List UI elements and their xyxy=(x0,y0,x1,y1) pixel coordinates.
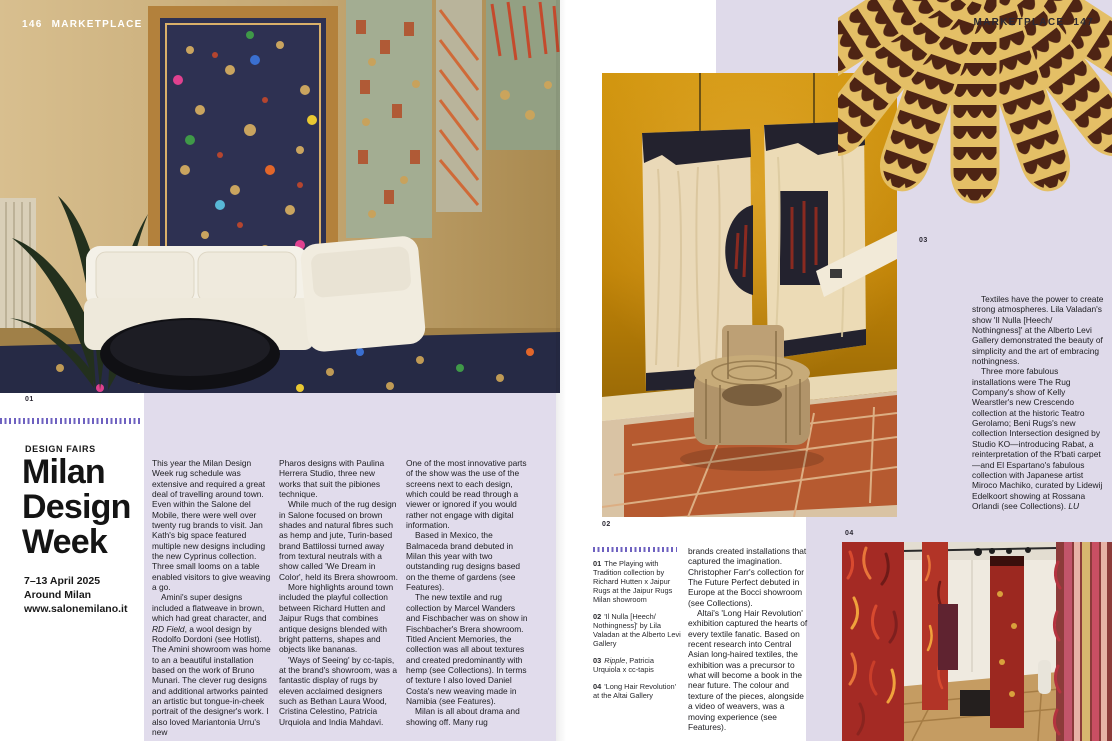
body-paragraph: The new textile and rug collection by Marcel Wanders and Fischbacher was on show in Fischbacher's Brera showroom. Titled Ancient Memories, the collection was all about textures and created predominantly with hemp (see Collections). In terms of texture I also loved Daniel Costa's new weaving made in Namibia (see Features). xyxy=(406,592,528,706)
body-column-2 xyxy=(279,458,398,727)
body-column-5 xyxy=(972,294,1104,511)
title-line: Milan xyxy=(22,453,105,491)
captions-list xyxy=(593,559,681,708)
event-location: Around Milan xyxy=(24,589,92,601)
event-website: www.salonemilano.it xyxy=(24,603,128,615)
section-name: MARKETPLACE xyxy=(973,17,1065,28)
body-paragraph: Pharos designs with Paulina Herrera Studio, three new works that suit the pibiones technique. xyxy=(279,458,385,500)
body-column-4 xyxy=(688,546,810,732)
page-number: 147 xyxy=(1073,17,1094,28)
body-paragraph: 'Ways of Seeing' by cc-tapis, at the brand's showroom, was a fantastic display of rugs by eleven acclaimed designers such as Bethan Laura Wood, Cristina Celestino, Patricia Urquiola and India Mahdavi. xyxy=(279,654,397,727)
body-paragraph: One of the most innovative parts of the show was the use of the screens next to each design, which could be read through a viewer or ignored if you would rather not engage with digital information. xyxy=(406,458,527,531)
body-paragraph: Altai's 'Long Hair Revolution' exhibition captured the hearts of every textile fanatic. Based on recent research into Central Asian long-haired textiles, the exhibition was a precursor to what will become a book in the near future. The colour and texture of the pieces, alongside a video of weavers, was a moving experience (see Features). xyxy=(688,608,808,732)
caption-number: 02 xyxy=(593,612,602,621)
body-column-3 xyxy=(406,458,528,727)
photo-ripple-rug-cutout xyxy=(838,0,1112,248)
photo-milan-showroom xyxy=(0,0,560,393)
dotted-rule xyxy=(0,418,142,424)
caption-number: 01 xyxy=(593,559,602,568)
page-gutter xyxy=(556,0,566,741)
caption-item: 01 The Playing with Tradition collection by Richard Hutten x Jaipur Rugs at the Jaipur Rugs Milan showroom xyxy=(593,559,673,604)
body-paragraph: Based in Mexico, the Balmaceda brand debuted in Milan this year with two outstanding rug designs based on the theme of gardens (see Features). xyxy=(406,530,521,593)
title-line: Design xyxy=(22,488,131,526)
caption-item: 03 Ripple, Patricia Urquiola x cc-tapis xyxy=(593,656,654,674)
event-dates: 7–13 April 2025 xyxy=(24,575,101,587)
photo-03-label: 03 xyxy=(919,237,928,244)
event-meta xyxy=(24,574,127,616)
caption-item: 02 'Il Nulla [Heech/ Nothingness]' by Lila Valadan at the Alberto Levi Gallery xyxy=(593,612,681,648)
body-paragraph: More highlights around town included the playful collection between Richard Hutten and Jaipur Rugs that combines antique designs blended with bright patterns, shapes and objects like bananas. xyxy=(279,582,394,655)
kicker: DESIGN FAIRS xyxy=(25,444,96,454)
body-paragraph: brands created installations that captured the imagination. Christopher Farr's collection for The Future Perfect debuted in Europe at the Bocci showroom (see Collections). xyxy=(688,546,807,608)
body-column-1 xyxy=(152,458,271,737)
body-paragraph: This year the Milan Design Week rug schedule was extensive and required a great deal of travelling around town. Even within the Salone del Mobile, there were well over twenty rug brands to visit. Jan Kath's big space featured multiple new designs including the new Cyprinus collection. Three small looms on a table enabled visitors to give weaving a go. xyxy=(152,458,271,593)
body-paragraph: Textiles have the power to create strong atmospheres. Lila Valadan's show 'Il Nulla [Heech/ Nothingness]' at the Alberto Levi Gallery demonstrated the beauty of simplicity and the art of embracing nothingness. xyxy=(972,294,1104,367)
photo-02-label: 02 xyxy=(602,521,611,528)
dotted-rule xyxy=(593,547,677,552)
section-name: MARKETPLACE xyxy=(51,19,143,30)
folio-left xyxy=(22,19,143,30)
photo-altai-gallery xyxy=(842,542,1112,741)
body-paragraph: Three more fabulous installations were The Rug Company's show of Kelly Wearstler's new Crescendo collection at the historic Teatro Gerolamo; Beni Rugs's new collection Intersection designed by Studio KO—introducing Rabat, a reinterpretation of the R'bati carpet—and El Espartano's fabulous collection with Japanese artist Miroco Machiko, curated by Lidewij Edelkoort showing at Rossana Orlandi (see Collections). LU xyxy=(972,366,1103,511)
caption-number: 03 xyxy=(593,656,602,665)
caption-number: 04 xyxy=(593,682,602,691)
body-paragraph: While much of the rug design in Salone focused on brown shades and natural fibres such as hemp and jute, Turin-based brand Battilossi turned away from textural neutrals with a show called 'We Dream in Color', held its Brera showroom. xyxy=(279,499,398,582)
body-paragraph: Amini's super designs included a flatweave in brown, which had great character, and RD Field, a wool design by Rodolfo Dordoni (see Hotlist). The Amini showroom was home to an a beautiful installation based on the work of Bruno Munari. The clever rug designs and additional artworks painted an artistic but tongue-in-cheek portrait of the designer's work. I also loved Mariantonia Urru's new xyxy=(152,592,271,737)
page-number: 146 xyxy=(22,19,43,30)
title-line: Week xyxy=(22,523,108,561)
body-paragraph: Milan is all about drama and showing off. Many rug xyxy=(406,706,520,727)
caption-item: 04 'Long Hair Revolution' at the Altai Gallery xyxy=(593,682,677,700)
folio-right xyxy=(973,17,1094,28)
photo-04-label: 04 xyxy=(845,530,854,537)
article-title xyxy=(22,455,131,560)
photo-01-label: 01 xyxy=(25,396,34,403)
